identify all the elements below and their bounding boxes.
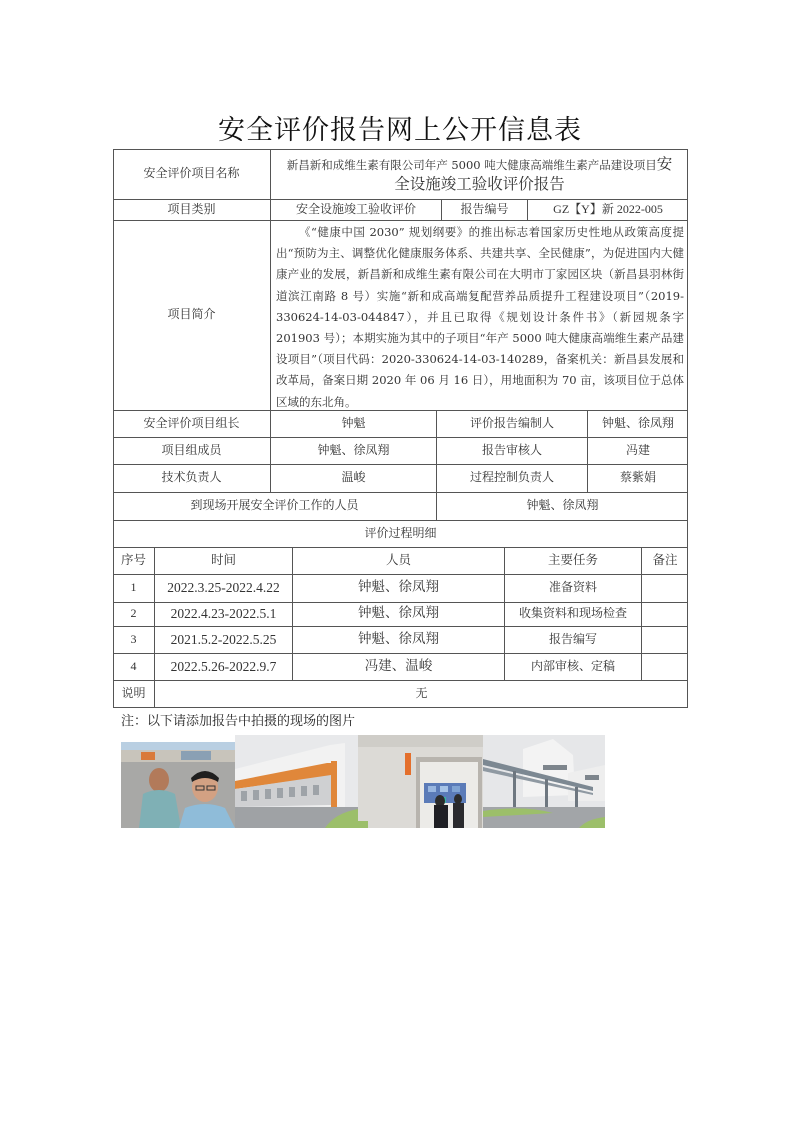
report-no-value: GZ【Y】新 2022-005	[553, 201, 663, 216]
row-remark	[642, 626, 688, 653]
project-name-line1-end: 安	[656, 154, 673, 173]
row-staff: 钟魁、徐凤翔	[358, 605, 439, 622]
row-staff: 钟魁、徐凤翔	[358, 579, 439, 596]
onsite-label: 到现场开展安全评价工作的人员	[190, 498, 359, 513]
row-time: 2021.5.2-2022.5.25	[170, 631, 277, 647]
photo-warehouse	[235, 735, 358, 828]
leader-label: 安全评价项目组长	[143, 415, 240, 430]
row-task: 内部审核、定稿	[530, 658, 615, 673]
project-name-line2: 全设施竣工验收评价报告	[394, 175, 565, 193]
process-control-value: 蔡紫娟	[619, 470, 656, 485]
row-no: 2	[130, 606, 137, 621]
category-label: 项目类别	[167, 201, 216, 216]
header-no: 序号	[120, 552, 146, 568]
process-detail-heading: 评价过程明细	[364, 525, 437, 540]
header-task: 主要任务	[547, 552, 598, 568]
photo-team-selfie-image	[121, 742, 235, 828]
members-value: 钟魁、徐凤翔	[317, 442, 390, 457]
row-remark	[642, 602, 688, 626]
row-staff: 冯建、温峻	[364, 657, 433, 674]
photo-warehouse-image	[235, 735, 358, 828]
reviewer-value: 冯建	[625, 442, 650, 457]
photo-control-room-image	[358, 735, 483, 828]
row-remark	[642, 653, 688, 680]
row-no: 4	[130, 658, 137, 673]
intro-label: 项目简介	[167, 307, 216, 322]
project-name-value	[271, 149, 688, 199]
project-name-label: 安全评价项目名称	[143, 166, 240, 181]
compiler-label: 评价报告编制人	[469, 415, 554, 430]
row-remark	[642, 574, 688, 602]
onsite-value: 钟魁、徐凤翔	[526, 498, 599, 513]
tech-value: 温峻	[341, 470, 366, 485]
members-label: 项目组成员	[161, 442, 222, 457]
explain-value: 无	[415, 686, 428, 701]
row-task: 准备资料	[548, 580, 597, 595]
photo-factory-exterior-image	[483, 735, 605, 828]
header-staff: 人员	[385, 552, 411, 568]
intro-text: 《“健康中国 2030” 规划纲要》的推出标志着国家历史性地从政策高度提出“预防为主、调整优化健康服务体系、共建共享、全民健康”，为促进国内大健康产业的发展，新昌新和成维生素有限公司在大明市丁家园区块（新昌县羽林街道滨江南路 8 号）实施“新和成高端复配营养品质提升工程建设项目”（2019-330624-14-03-044847），并且已取得《规划设计条件书》（新园规条字 201903 号）；本期实施为其中的子项目“年产 5000 吨大健康高端维生素产品建设项目”（项目代码：2020-330624-14-03-140289，备案机关：新昌县发展和改革局，备案日期 2020 年 06 月 16 日），用地面积为 70 亩，该项目位于总体区域的东北角。	[276, 225, 684, 409]
row-time: 2022.4.23-2022.5.1	[170, 606, 277, 622]
reviewer-label: 报告审核人	[481, 442, 542, 457]
row-no: 3	[130, 631, 137, 646]
photo-team-selfie	[121, 742, 235, 828]
process-control-label: 过程控制负责人	[469, 470, 554, 485]
photo-control-room	[358, 735, 483, 828]
compiler-value: 钟魁、徐凤翔	[601, 415, 674, 430]
project-name-line1: 新昌新和成维生素有限公司年产 5000 吨大健康高端维生素产品建设项目	[286, 157, 657, 172]
row-no: 1	[130, 580, 137, 595]
photo-factory-exterior	[483, 735, 605, 828]
header-time: 时间	[210, 552, 236, 568]
tech-label: 技术负责人	[161, 470, 222, 485]
project-name-text	[283, 154, 677, 194]
photo-note: 注：以下请添加报告中拍摄的现场的图片	[121, 714, 356, 729]
row-task: 报告编写	[548, 631, 597, 646]
row-task: 收集资料和现场检查	[518, 606, 627, 621]
row-time: 2022.3.25-2022.4.22	[167, 580, 280, 596]
row-staff: 钟魁、徐凤翔	[358, 630, 439, 647]
header-remark: 备注	[652, 552, 678, 568]
explain-label: 说明	[121, 686, 146, 701]
leader-value: 钟魁	[341, 415, 366, 430]
row-time: 2022.5.26-2022.9.7	[170, 658, 277, 674]
page-title: 安全评价报告网上公开信息表	[218, 115, 582, 146]
category-value: 安全设施竣工验收评价	[295, 201, 416, 216]
report-no-label: 报告编号	[460, 201, 509, 216]
